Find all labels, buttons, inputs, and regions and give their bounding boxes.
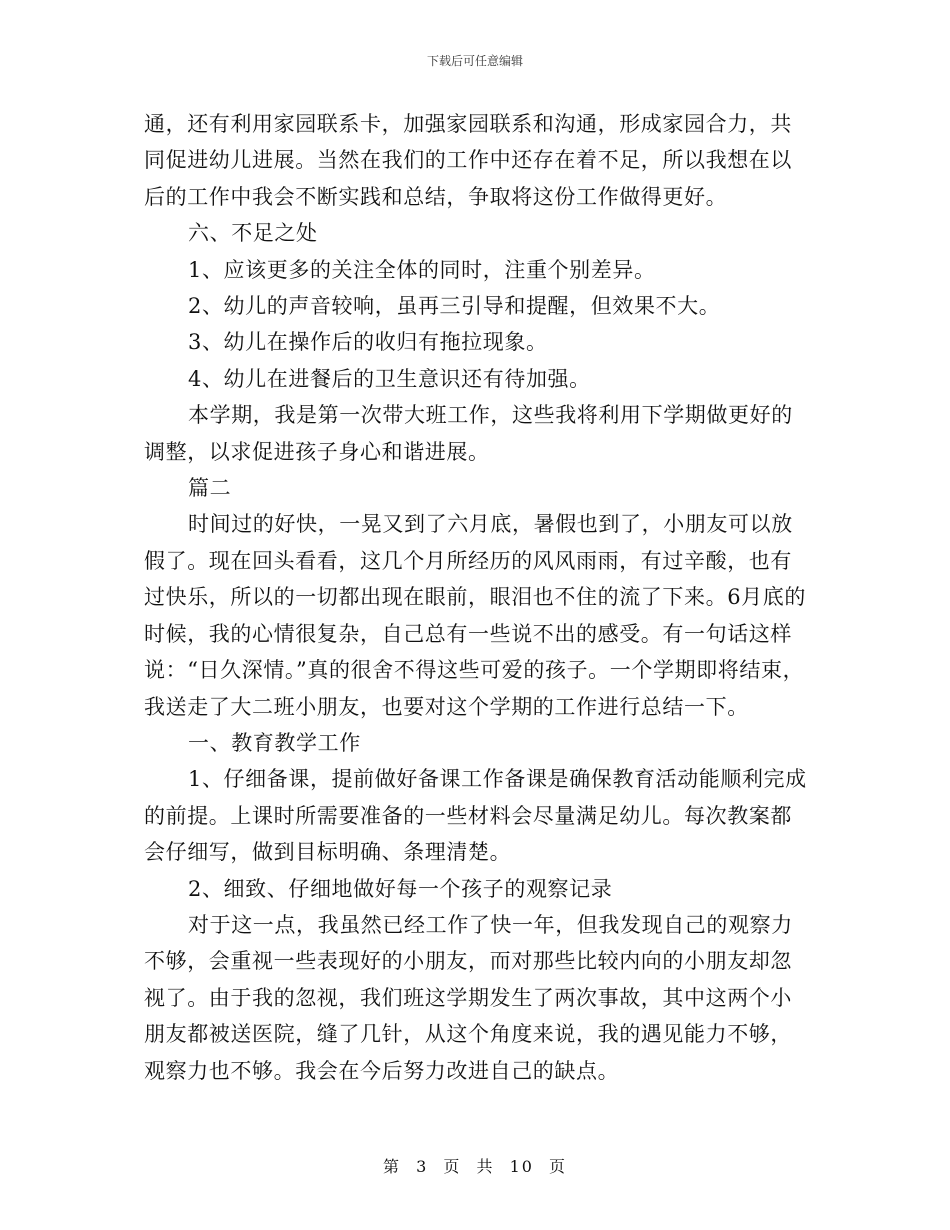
paragraph: 本学期，我是第一次带大班工作，这些我将利用下学期做更好的调整，以求促进孩子身心和谐进展。 [144, 403, 793, 464]
paragraph: 对于这一点，我虽然已经工作了快一年，但我发现自己的观察力不够，会重视一些表现好的小朋友，而对那些比较内向的小朋友却忽视了。由于我的忽视，我们班这学期发生了两次事故，其中这两个小朋友都被送医院，缝了几针，从这个角度来说，我的遇见能力不够，观察力也不够。我会在今后努力改进自己的缺点。 [144, 912, 793, 1083]
paragraph: 时间过的好快，一晃又到了六月底，暑假也到了，小朋友可以放假了。现在回头看看，这几个月所经历的风风雨雨，有过辛酸，也有过快乐，所以的一切都出现在眼前，眼泪也不住的流了下来。6月底的时候，我的心情很复杂，自己总有一些说不出的感受。有一句话这样说：“日久深情。”真的很舍不得这些可爱的孩子。一个学期即将结束，我送走了大二班小朋友，也要对这个学期的工作进行总结一下。 [144, 512, 806, 719]
section-heading: 六、不足之处 [188, 221, 318, 246]
document-body [144, 106, 812, 1089]
footer-suffix: 页 [549, 1157, 568, 1176]
section-heading: 篇二 [188, 476, 232, 501]
footer-page-label: 页 [443, 1157, 462, 1176]
list-item: 4、幼儿在进餐后的卫生意识还有待加强。 [188, 366, 591, 391]
list-item: 1、应该更多的关注全体的同时，注重个别差异。 [188, 257, 656, 282]
list-item: 3、幼儿在操作后的收归有拖拉现象。 [188, 330, 548, 355]
section-heading: 一、教育教学工作 [188, 730, 361, 755]
list-item: 2、幼儿的声音较响，虽再三引导和提醒，但效果不大。 [188, 294, 721, 319]
page-number: 3 [416, 1157, 429, 1176]
footer-prefix: 第 [382, 1157, 401, 1176]
total-pages: 10 [509, 1157, 534, 1176]
footer-total-label: 共 [476, 1157, 495, 1176]
page-footer [0, 1154, 950, 1177]
list-item: 1、仔细备课，提前做好备课工作备课是确保教育活动能顺利完成的前提。上课时所需要准备的一些材料会尽量满足幼儿。每次教案都会仔细写，做到目标明确、条理清楚。 [144, 767, 807, 865]
paragraph: 通，还有利用家园联系卡，加强家园联系和沟通，形成家园合力，共同促进幼儿进展。当然在我们的工作中还存在着不足，所以我想在以后的工作中我会不断实践和总结，争取将这份工作做得更好。 [144, 112, 792, 209]
list-item: 2、细致、仔细地做好每一个孩子的观察记录 [188, 876, 613, 901]
page-header: 下载后可任意编辑 [426, 54, 523, 68]
